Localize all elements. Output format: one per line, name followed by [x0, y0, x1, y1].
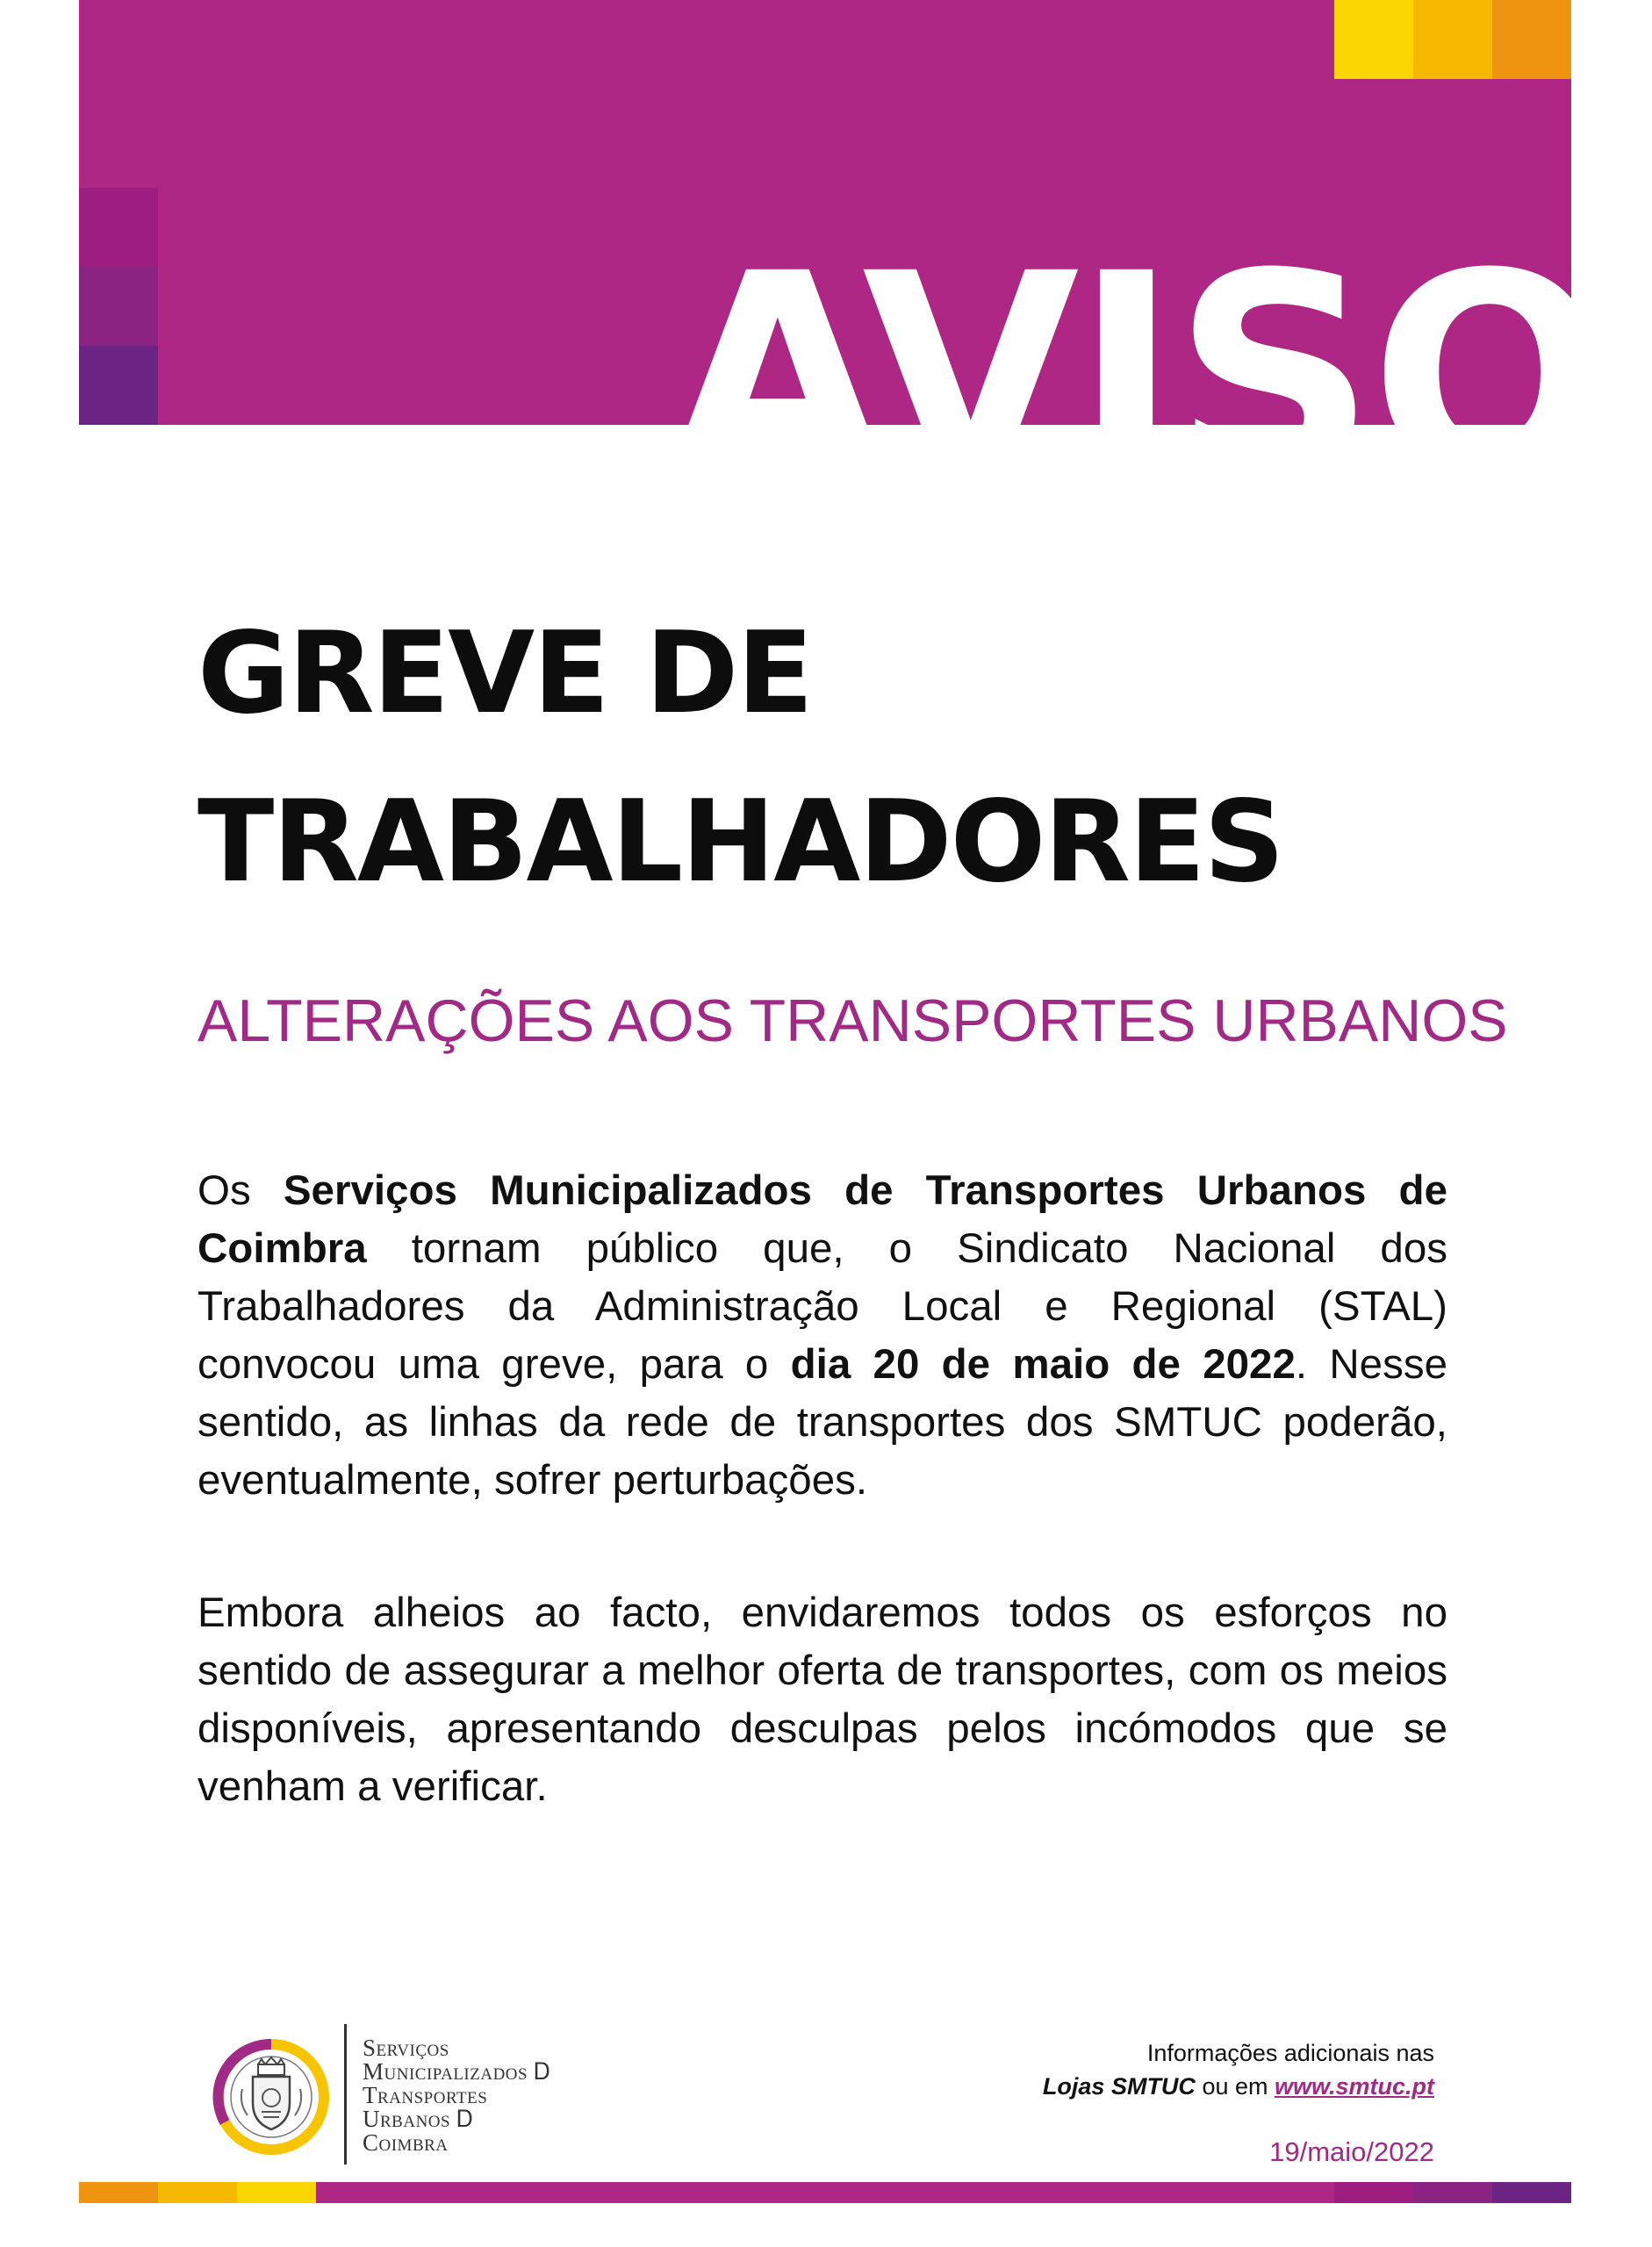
- logo-divider: [344, 2024, 347, 2164]
- p1-bold-org: Serviços Municipalizados de Transportes Urbanos de Coimbra: [198, 1167, 1447, 1272]
- banner-square-purple-3: [79, 346, 158, 425]
- coat-of-arms-logo-icon: [209, 2035, 334, 2159]
- additional-info: [1043, 2036, 1434, 2103]
- footer-bar-magenta: [316, 2182, 1334, 2203]
- info-or: ou em: [1195, 2073, 1275, 2100]
- banner-square-purple-1: [79, 188, 158, 267]
- page-headline: [198, 590, 1514, 927]
- footer-bar-purple-3: [1492, 2182, 1571, 2203]
- footer-bar-yellow: [237, 2182, 316, 2203]
- footer-bar-purple-1: [1334, 2182, 1413, 2203]
- org-line-4: Urbanos Ꭰ: [363, 2106, 474, 2132]
- p1-bold-date: dia 20 de maio de 2022: [790, 1341, 1296, 1388]
- footer-bar-amber: [158, 2182, 237, 2203]
- p1-text-1: Os: [198, 1167, 284, 1214]
- org-line-1: Serviços: [363, 2035, 449, 2061]
- organization-name: [363, 2036, 643, 2155]
- notice-paragraph-2: Embora alheios ao facto, envidaremos todos os esforços no sentido de assegurar a melhor oferta de transportes, com os meios disponíveis, apresentando desculpas pelos incómodos que se venham a verificar.: [198, 1590, 1447, 1810]
- footer-bar-purple-2: [1413, 2182, 1492, 2203]
- smtuc-website-link[interactable]: www.smtuc.pt: [1274, 2073, 1434, 2100]
- org-line-2: Municipalizados Ꭰ: [363, 2058, 551, 2085]
- banner-square-amber: [1413, 0, 1492, 79]
- banner-square-orange: [1492, 0, 1571, 79]
- subheadline: ALTERAÇÕES AOS TRANSPORTES URBANOS: [198, 987, 1508, 1054]
- p1-text-3: . Nesse sentido, as linhas da rede de transportes dos SMTUC poderão, eventualmente, sofrer perturbações.: [198, 1341, 1447, 1504]
- headline-line-2: TRABALHADORES: [198, 777, 1283, 908]
- banner-square-purple-2: [79, 267, 158, 346]
- aviso-title: AVISO: [669, 214, 1605, 541]
- headline-line-1: GREVE DE: [198, 608, 812, 739]
- info-line-2: [1043, 2070, 1434, 2103]
- p1-text-2: tornam público que, o Sindicato Nacional dos Trabalhadores da Administração Local e Regional (STAL) convocou uma greve, para o: [198, 1225, 1447, 1388]
- info-line-1: Informações adicionais nas: [1146, 2040, 1434, 2066]
- footer-bar-orange: [79, 2182, 158, 2203]
- notice-paragraph-1: [198, 1162, 1447, 1510]
- notice-date: 19/maio/2022: [1269, 2136, 1434, 2167]
- org-line-5: Coimbra: [363, 2129, 449, 2156]
- org-line-3: Transportes: [363, 2082, 488, 2108]
- info-shops: Lojas SMTUC: [1042, 2073, 1196, 2100]
- banner-square-yellow: [1334, 0, 1413, 79]
